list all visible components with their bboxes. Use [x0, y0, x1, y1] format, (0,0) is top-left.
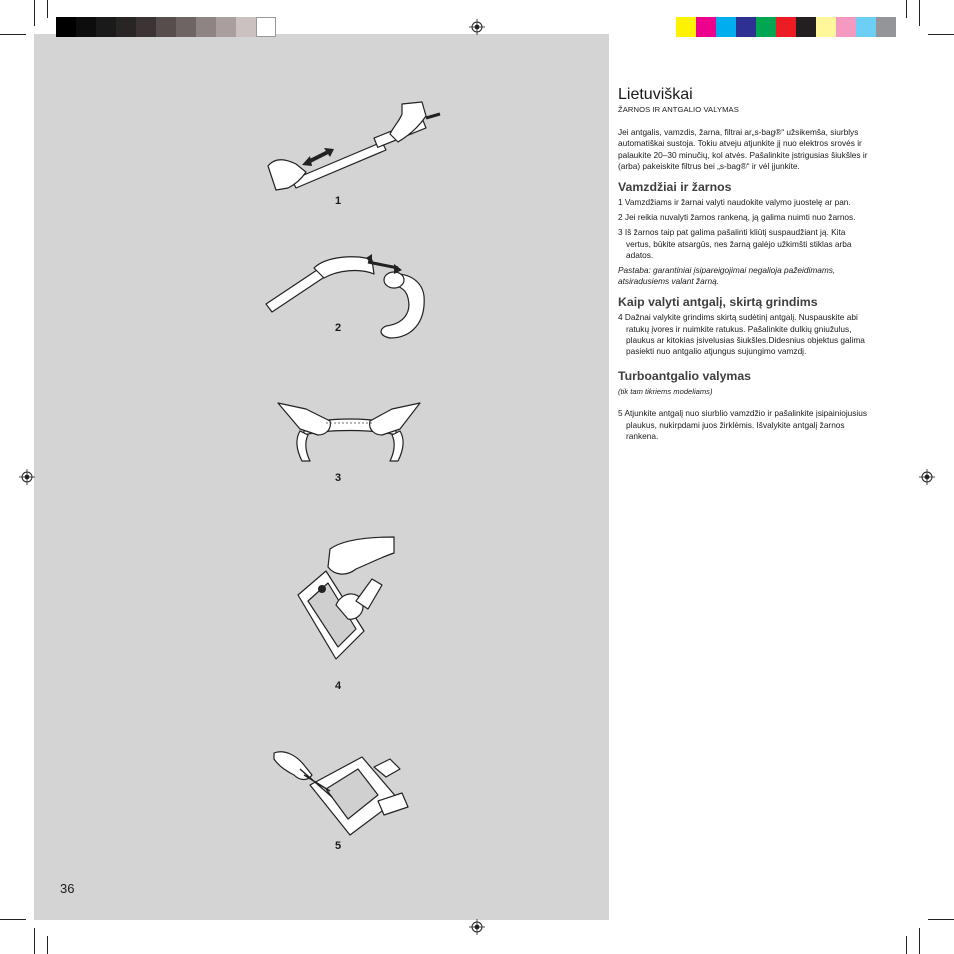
color-swatch [176, 17, 196, 37]
color-swatch [816, 17, 836, 37]
figure-number: 4 [334, 680, 342, 692]
color-swatch [96, 17, 116, 37]
figure-tube-cleaning [262, 100, 442, 196]
instruction-text-column [618, 86, 868, 446]
color-swatch [256, 17, 276, 37]
color-swatch [736, 17, 756, 37]
models-note: (tik tam tikriems modeliams) [618, 387, 713, 397]
figure-number: 1 [334, 195, 342, 207]
page-number: 36 [60, 881, 75, 896]
heading-turbo-nozzle: Turboantgalio valymas [618, 369, 752, 384]
registration-mark-icon [19, 469, 35, 485]
intro-paragraph: Jei antgalis, vamzdis, žarna, filtrai ar„s-bag®“ užsikemša, siurblys automatiškai sustoja. Tokiu atveju atjunkite jį nuo elektros srovės ir palaukite 20–30 minučių, kol atvės. Pašalinkite įstrigusias šiukšles ir (arba) pakeiskite filtrus bei „s-bag®“ ir vėl įjunkite. [618, 127, 868, 171]
color-swatch [156, 17, 176, 37]
figure-number: 2 [334, 322, 342, 334]
section-subtitle: ŽARNOS IR ANTGALIO VALYMAS [618, 105, 739, 114]
color-swatch [116, 17, 136, 37]
color-swatch [76, 17, 96, 37]
color-swatch [136, 17, 156, 37]
color-calibration-bar [676, 17, 896, 37]
language-title: Lietuviškai [618, 86, 693, 103]
color-swatch [716, 17, 736, 37]
figure-number: 5 [334, 840, 342, 852]
color-swatch [836, 17, 856, 37]
color-swatch [236, 17, 256, 37]
color-swatch [56, 17, 76, 37]
registration-mark-icon [469, 919, 485, 935]
list-item: 1 Vamzdžiams ir žarnai valyti naudokite valymo juostelę ar pan. [618, 197, 851, 208]
figure-number: 3 [334, 472, 342, 484]
list-item: 5 Atjunkite antgalį nuo siurblio vamzdžio ir pašalinkite įsipainiojusius plaukus, nukirpdami juos žirklėmis. Išvalykite antgalį žarnos rankena. [618, 408, 868, 441]
color-swatch [216, 17, 236, 37]
grey-calibration-bar [56, 17, 276, 37]
color-swatch [856, 17, 876, 37]
figure-floor-nozzle [290, 535, 400, 665]
color-swatch [796, 17, 816, 37]
color-swatch [696, 17, 716, 37]
heading-tubes-hoses: Vamzdžiai ir žarnos [618, 180, 732, 195]
color-swatch [876, 17, 896, 37]
heading-floor-nozzle: Kaip valyti antgalį, skirtą grindims [618, 295, 818, 310]
color-swatch [196, 17, 216, 37]
figure-turbo-nozzle [270, 745, 415, 845]
figure-hose-squeeze [270, 395, 430, 465]
color-swatch [676, 17, 696, 37]
color-swatch [756, 17, 776, 37]
list-item: 3 Iš žarnos taip pat galima pašalinti kliūtį suspaudžiant ją. Kita vertus, būkite atsargūs, nes žarną galėjo užkimšti stiklas arba adatos. [618, 227, 852, 260]
note-text: Pastaba: garantiniai įsipareigojimai negalioja pažeidimams, atsiradusiems valant žarną. [618, 265, 836, 287]
registration-mark-icon [469, 19, 485, 35]
registration-mark-icon [919, 469, 935, 485]
figure-hose-handle [262, 250, 442, 346]
list-item: 4 Dažnai valykite grindims skirtą sudėtinį antgalį. Nuspauskite abi ratukų įvores ir nuimkite ratukus. Pašalinkite dulkių gniužulus, plaukus ar kitokias įsivelusias šiukšles.Didesnius objektus galima pasiekti nuo antgalio atjungus sujungimo vamzdį. [618, 312, 865, 357]
color-swatch [776, 17, 796, 37]
list-item: 2 Jei reikia nuvalyti žarnos rankeną, ją galima nuimti nuo žarnos. [618, 212, 856, 223]
